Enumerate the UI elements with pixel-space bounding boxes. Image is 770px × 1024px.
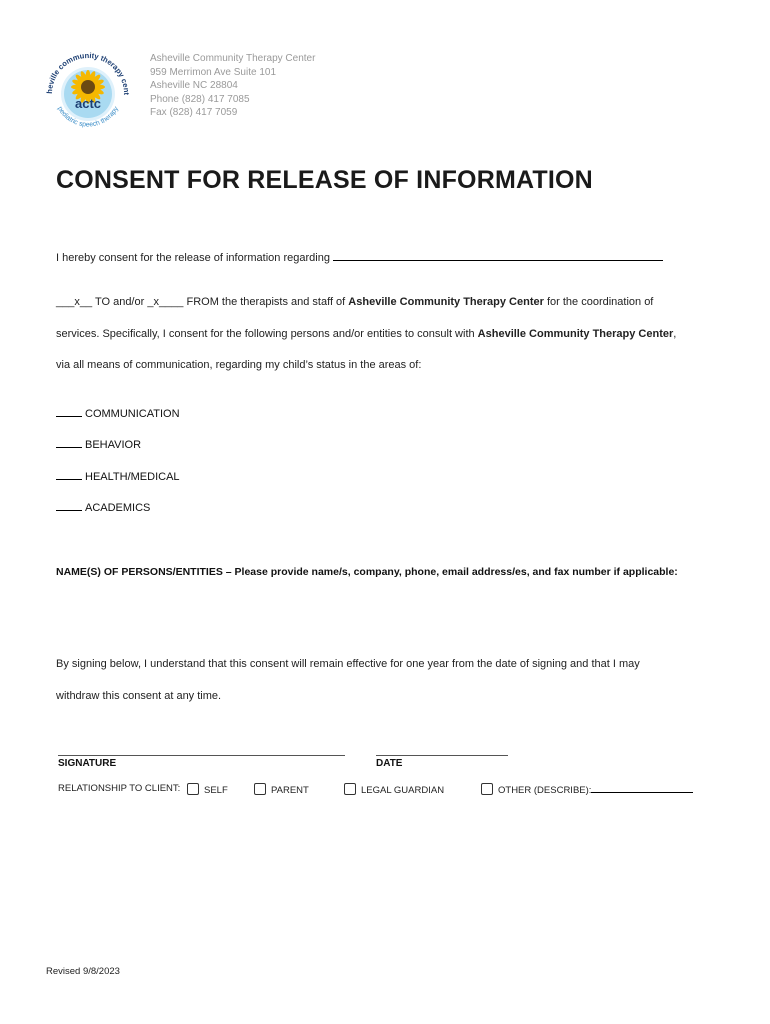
option-legal-guardian-label: LEGAL GUARDIAN [361, 785, 445, 796]
client-name-field[interactable] [333, 249, 663, 261]
option-parent[interactable] [254, 783, 309, 796]
area-behavior-label: BEHAVIOR [85, 439, 142, 451]
option-legal-guardian[interactable] [344, 783, 444, 796]
signing-line-1: By signing below, I understand that this consent will remain effective for one year from the date of signing and that I may [56, 658, 640, 670]
option-other[interactable] [481, 783, 693, 796]
logo-text: actc [74, 96, 102, 111]
area-health-medical-blank[interactable] [56, 469, 82, 480]
center-name: Asheville Community Therapy Center [150, 53, 316, 64]
center-fax: Fax (828) 417 7059 [150, 107, 238, 119]
consent-line-2-bold: Asheville Community Therapy Center [348, 296, 544, 308]
consent-line-3-pre: services. Specifically, I consent for the following persons and/or entities to consult with [56, 328, 478, 340]
area-academics-blank[interactable] [56, 500, 82, 511]
date-label: DATE [376, 758, 403, 769]
area-communication-label: COMMUNICATION [85, 408, 180, 420]
actc-logo [40, 42, 136, 138]
logo-ring-bottom: pediatric speech therapy [55, 105, 121, 129]
consent-line-3 [56, 328, 676, 340]
signature-field[interactable] [58, 755, 345, 756]
date-field[interactable] [376, 755, 508, 756]
sunflower-center [81, 80, 95, 94]
center-city: Asheville NC 28804 [150, 80, 238, 92]
option-self[interactable] [187, 783, 228, 796]
self-checkbox[interactable] [187, 783, 199, 795]
consent-line-1 [56, 249, 663, 264]
area-health-medical-label: HEALTH/MEDICAL [85, 471, 180, 483]
legal-guardian-checkbox[interactable] [344, 783, 356, 795]
center-street: 959 Merrimon Ave Suite 101 [150, 66, 277, 78]
area-behavior [56, 437, 141, 451]
relationship-label: RELATIONSHIP TO CLIENT: [58, 783, 181, 794]
consent-line-4: via all means of communication, regarding my child’s status in the areas of: [56, 359, 422, 371]
option-other-label: OTHER (DESCRIBE): [498, 785, 592, 796]
option-parent-label: PARENT [271, 785, 309, 796]
other-describe-field[interactable] [591, 783, 693, 793]
area-academics-label: ACADEMICS [85, 502, 151, 514]
consent-line-2 [56, 296, 653, 308]
logo-ring-top: heville community therapy cent [44, 50, 132, 96]
area-behavior-blank[interactable] [56, 437, 82, 448]
page-title: CONSENT FOR RELEASE OF INFORMATION [56, 166, 593, 194]
other-checkbox[interactable] [481, 783, 493, 795]
consent-line-2-pre: ___x__ TO and/or _x____ FROM the therapists and staff of [56, 296, 349, 308]
parent-checkbox[interactable] [254, 783, 266, 795]
names-heading: NAME(S) OF PERSONS/ENTITIES – Please provide name/s, company, phone, email address/es, and fax number if applicable: [56, 566, 678, 578]
consent-line-1-text: I hereby consent for the release of information regarding [56, 252, 330, 264]
actc-logo-graphic [40, 42, 136, 138]
revised-date: Revised 9/8/2023 [46, 966, 120, 977]
signature-label: SIGNATURE [58, 758, 117, 769]
area-communication [56, 406, 180, 420]
option-self-label: SELF [204, 785, 228, 796]
consent-line-2-post: for the coordination of [543, 296, 654, 308]
area-academics [56, 500, 150, 514]
consent-line-3-bold: Asheville Community Therapy Center [477, 328, 674, 340]
area-health-medical [56, 469, 180, 483]
center-address [150, 52, 315, 120]
consent-line-3-post: , [673, 328, 677, 340]
center-phone: Phone (828) 417 7085 [150, 93, 250, 105]
signing-line-2: withdraw this consent at any time. [56, 690, 222, 702]
area-communication-blank[interactable] [56, 406, 82, 417]
